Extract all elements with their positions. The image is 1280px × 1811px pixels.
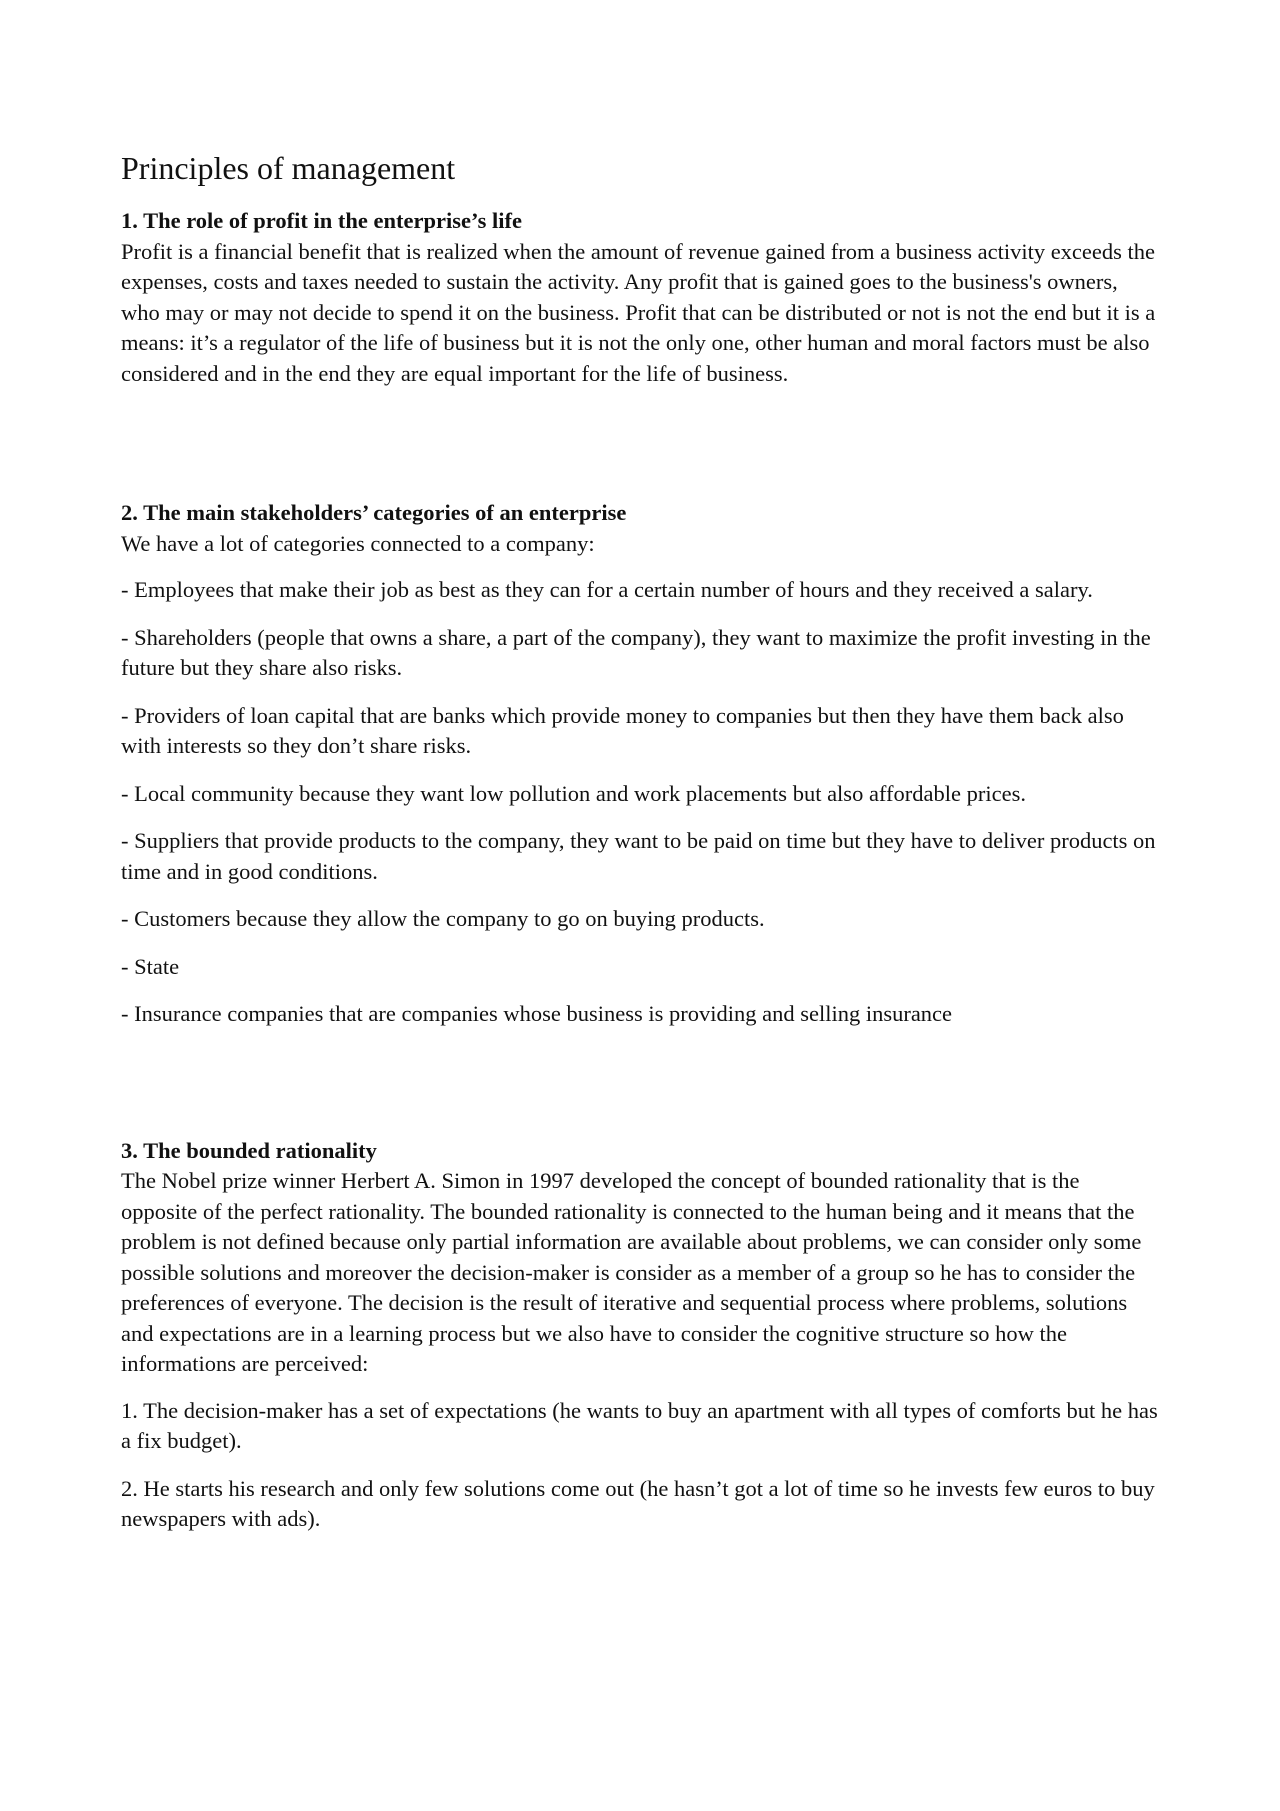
list-item: 2. He starts his research and only few solutions come out (he hasn’t got a lot of time so he invests few euros to buy newspapers with ads).	[121, 1475, 1155, 1531]
list-item: - Employees that make their job as best as they can for a certain number of hours and they received a salary.	[121, 577, 1093, 602]
list-item: - Shareholders (people that owns a share, a part of the company), they want to maximize the profit investing in the future but they share also risks.	[121, 624, 1151, 680]
document-page	[121, 148, 1161, 1535]
list-item: - Local community because they want low pollution and work placements but also affordable prices.	[121, 780, 1026, 806]
section-bounded-rationality	[121, 1136, 1161, 1535]
list-item: - Providers of loan capital that are banks which provide money to companies but then they have them back also with interests so they don’t share risks.	[121, 702, 1124, 758]
section-paragraph: Profit is a financial benefit that is realized when the amount of revenue gained from a business activity exceeds the expenses, costs and taxes needed to sustain the activity. Any profit that is gained goes to the business's owners, who may or may not decide to spend it on the business. Profit that can be distributed or not is not the end but it is a means: it’s a regulator of the life of business but it is not the only one, other human and moral factors must be also considered and in the end they are equal important for the life of business.	[121, 238, 1156, 386]
stakeholder-list	[121, 575, 1161, 1030]
section-heading: 1. The role of profit in the enterprise’s life	[121, 208, 522, 233]
steps-list	[121, 1396, 1161, 1535]
section-stakeholders	[121, 498, 1161, 1030]
section-intro: We have a lot of categories connected to a company:	[121, 530, 595, 556]
document-title: Principles of management	[121, 150, 456, 186]
section-paragraph: The Nobel prize winner Herbert A. Simon in 1997 developed the concept of bounded rationality that is the opposite of the perfect rationality. The bounded rationality is connected to the human being and it means that the problem is not defined because only partial information are available about problems, we can consider only some possible solutions and moreover the decision-maker is consider as a member of a group so he has to consider the preferences of everyone. The decision is the result of iterative and sequential process where problems, solutions and expectations are in a learning process but we also have to consider the cognitive structure so how the informations are perceived:	[121, 1168, 1142, 1376]
section-heading: 2. The main stakeholders’ categories of an enterprise	[121, 500, 627, 525]
list-item: - Customers because they allow the company to go on buying products.	[121, 906, 765, 931]
list-item: - State	[121, 953, 180, 979]
section-heading: 3. The bounded rationality	[121, 1137, 377, 1163]
list-item: - Insurance companies that are companies whose business is providing and selling insurance	[121, 1001, 953, 1026]
list-item: 1. The decision-maker has a set of expectations (he wants to buy an apartment with all types of comforts but he has a fix budget).	[121, 1397, 1158, 1453]
list-item: - Suppliers that provide products to the company, they want to be paid on time but they have to deliver products on time and in good conditions.	[121, 828, 1156, 884]
section-profit-role	[121, 206, 1161, 389]
